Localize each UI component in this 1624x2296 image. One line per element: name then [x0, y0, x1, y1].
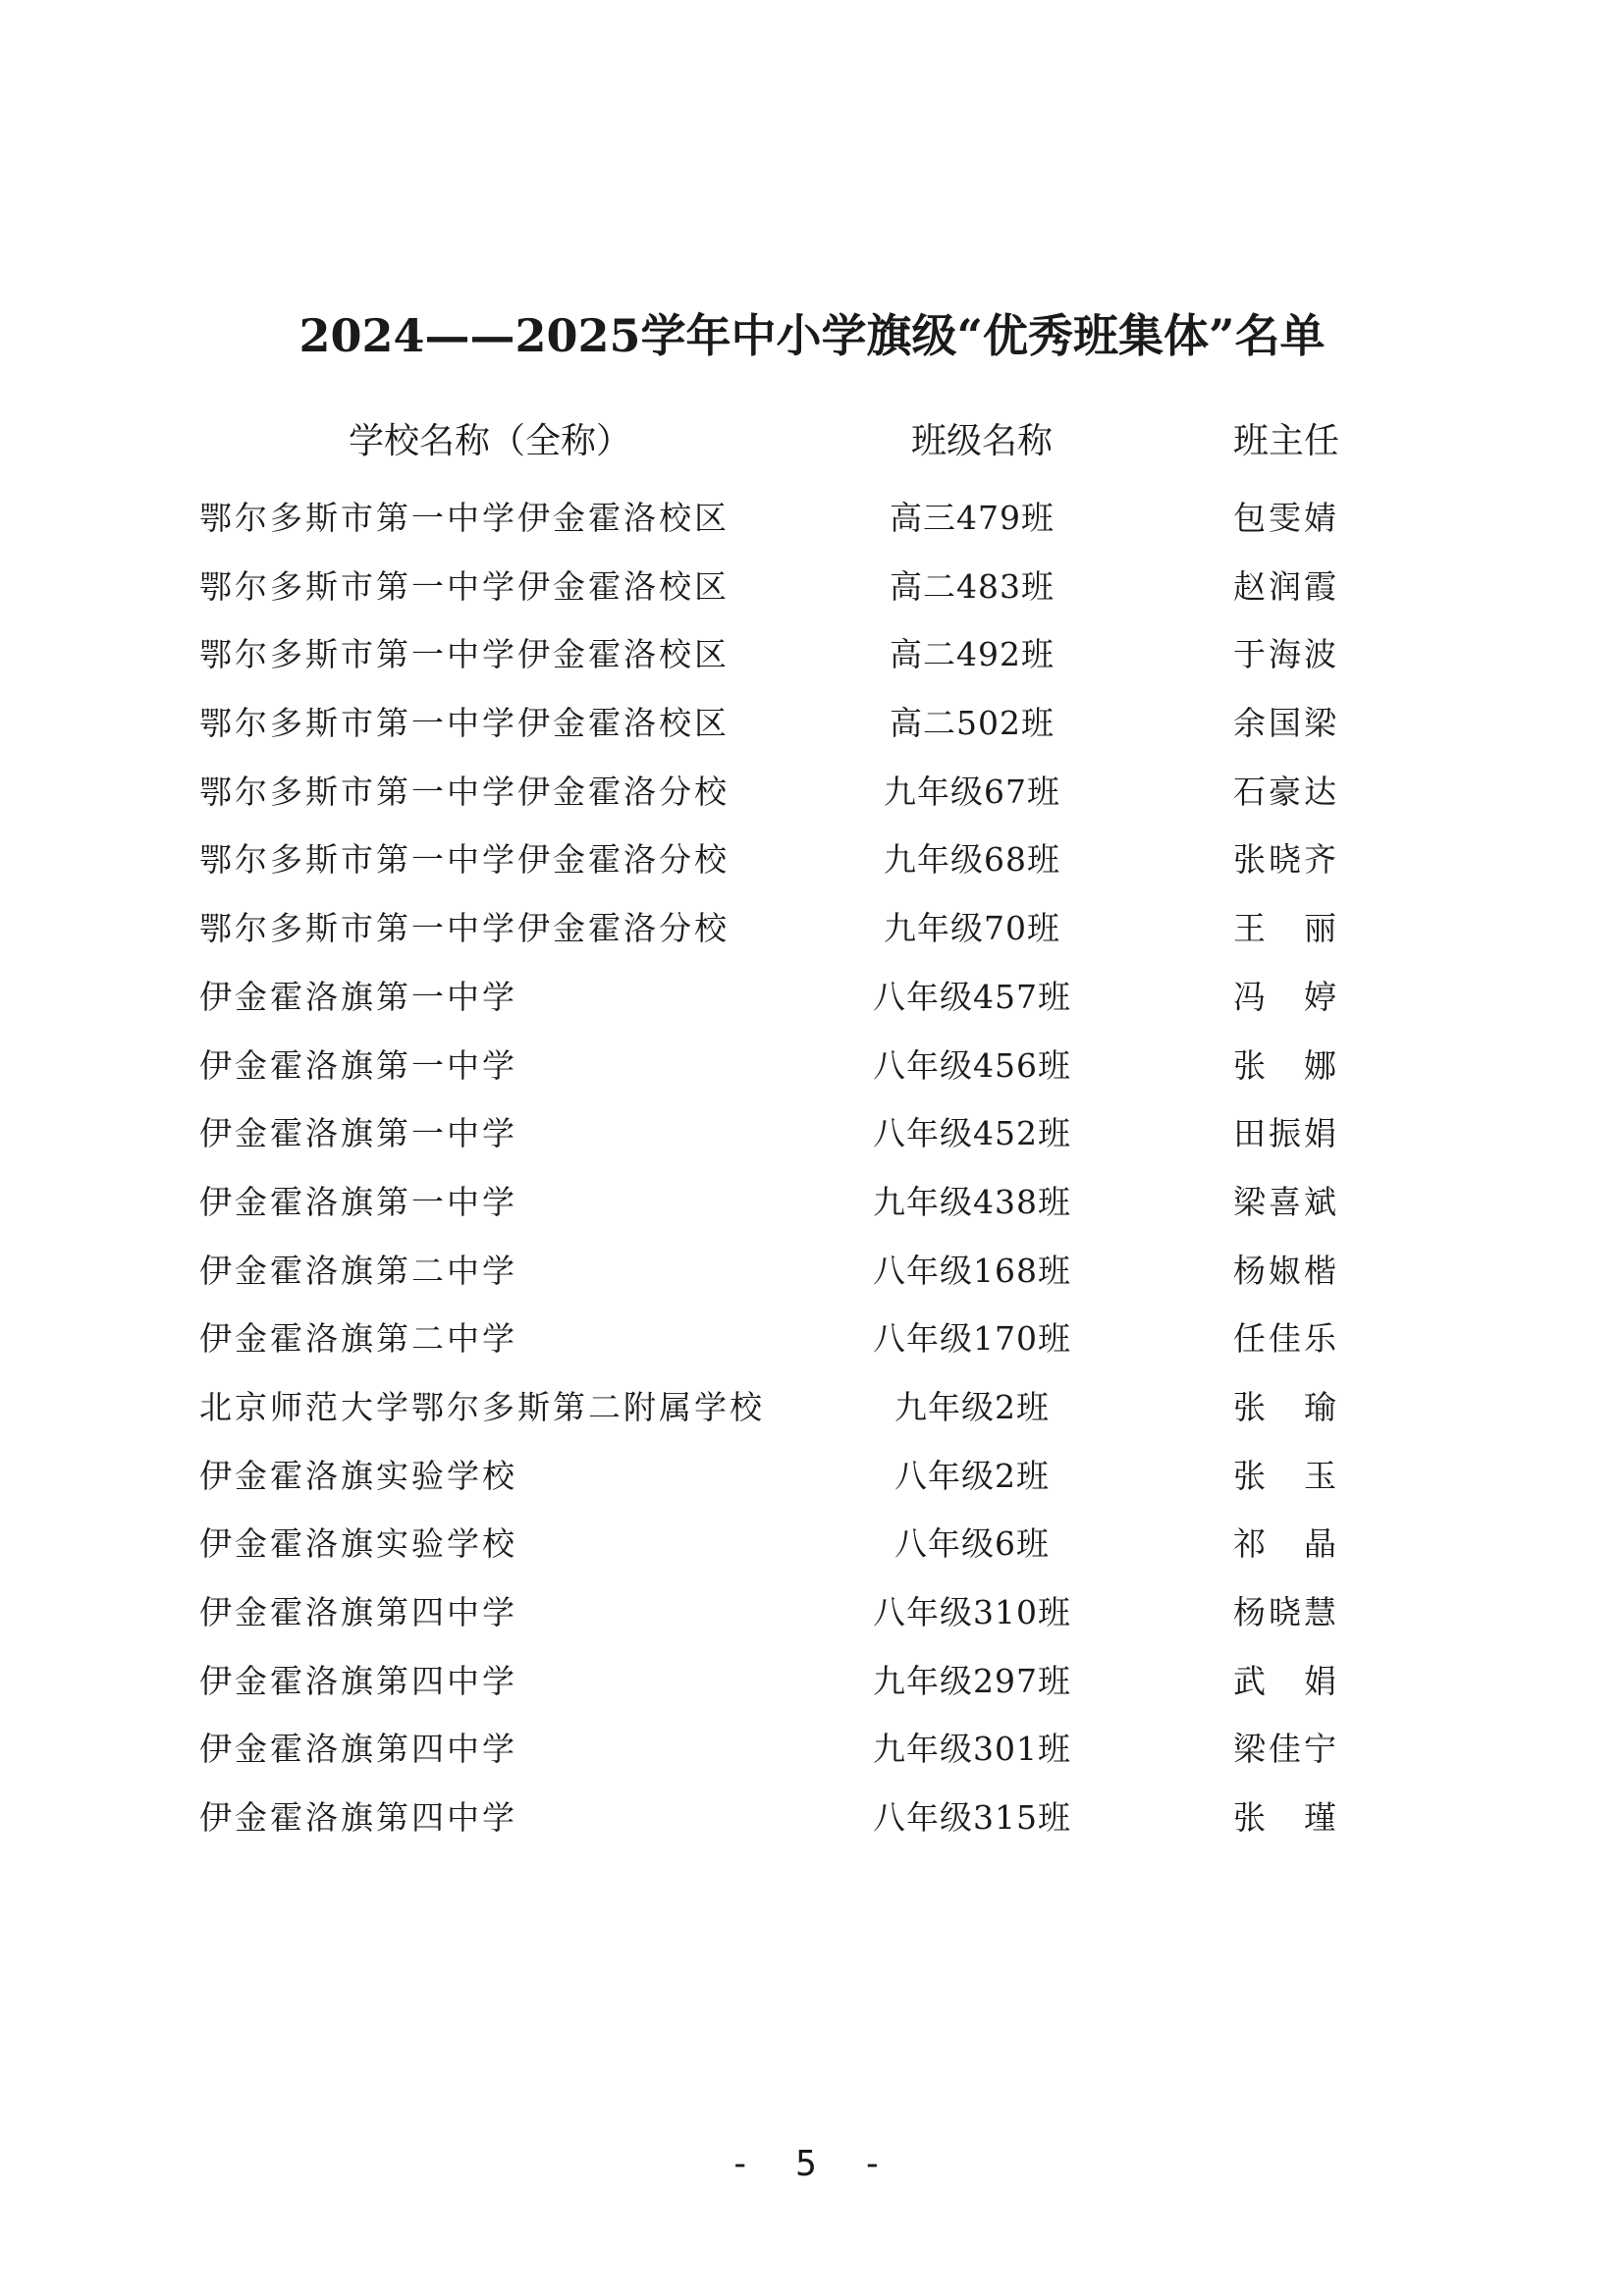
table-row: [0, 1652, 1624, 1721]
teacher-cell: 张 玉: [1233, 1456, 1339, 1495]
class-list-table: [0, 412, 1624, 1838]
header-class: 班级名称: [910, 421, 1053, 461]
class-cell: 高二483班: [890, 566, 1055, 606]
table-row: [0, 625, 1624, 694]
class-cell: 八年级315班: [873, 1798, 1071, 1838]
school-cell: 伊金霍洛旗第四中学: [199, 1661, 517, 1700]
class-cell: 九年级68班: [884, 840, 1060, 880]
class-cell: 八年级456班: [873, 1045, 1071, 1085]
teacher-cell: 杨婌楷: [1233, 1251, 1339, 1290]
teacher-cell: 田振娟: [1233, 1114, 1339, 1153]
table-row: [0, 1037, 1624, 1105]
teacher-cell: 任佳乐: [1233, 1319, 1339, 1359]
table-row: [0, 558, 1624, 626]
school-cell: 伊金霍洛旗第一中学: [199, 977, 517, 1016]
teacher-cell: 张 瑾: [1233, 1798, 1339, 1838]
class-cell: 八年级2班: [894, 1456, 1050, 1495]
class-cell: 八年级310班: [873, 1593, 1071, 1631]
class-cell: 八年级168班: [873, 1251, 1071, 1290]
teacher-cell: 张晓齐: [1233, 840, 1339, 880]
table-row: [0, 1104, 1624, 1173]
teacher-cell: 石豪达: [1233, 772, 1339, 811]
class-cell: 九年级2班: [894, 1387, 1050, 1426]
teacher-cell: 赵润霞: [1233, 566, 1339, 606]
teacher-cell: 梁佳宁: [1233, 1730, 1339, 1769]
class-cell: 八年级6班: [894, 1524, 1050, 1564]
school-cell: 鄂尔多斯市第一中学伊金霍洛校区: [199, 566, 730, 606]
school-cell: 伊金霍洛旗实验学校: [199, 1456, 517, 1495]
table-row: [0, 1378, 1624, 1447]
class-cell: 九年级301班: [873, 1730, 1071, 1769]
class-cell: 八年级170班: [873, 1319, 1071, 1359]
table-row: [0, 1789, 1624, 1857]
school-cell: 北京师范大学鄂尔多斯第二附属学校: [199, 1387, 765, 1426]
school-cell: 伊金霍洛旗第四中学: [199, 1798, 517, 1838]
school-cell: 伊金霍洛旗第一中学: [199, 1182, 517, 1221]
teacher-cell: 余国梁: [1233, 704, 1339, 743]
class-cell: 高三479班: [890, 499, 1055, 537]
header-teacher: 班主任: [1232, 421, 1339, 461]
header-school: 学校名称（全称）: [349, 421, 632, 461]
page-title: 2024——2025学年中小学旗级“优秀班集体”名单: [298, 309, 1326, 362]
table-row: [0, 1447, 1624, 1516]
teacher-cell: 梁喜斌: [1233, 1182, 1339, 1221]
table-row: [0, 830, 1624, 899]
table-row: [0, 968, 1624, 1037]
teacher-cell: 王 丽: [1233, 909, 1339, 948]
school-cell: 鄂尔多斯市第一中学伊金霍洛校区: [199, 635, 730, 674]
school-cell: 伊金霍洛旗第四中学: [199, 1730, 517, 1769]
class-cell: 九年级297班: [873, 1661, 1071, 1700]
school-cell: 鄂尔多斯市第一中学伊金霍洛分校: [199, 840, 730, 880]
teacher-cell: 包雯婧: [1233, 499, 1339, 537]
school-cell: 伊金霍洛旗第二中学: [199, 1319, 517, 1359]
class-cell: 八年级452班: [873, 1114, 1071, 1153]
table-row: [0, 694, 1624, 763]
table-body: [0, 489, 1624, 1857]
table-row: [0, 1242, 1624, 1310]
school-cell: 鄂尔多斯市第一中学伊金霍洛分校: [199, 909, 730, 948]
table-row: [0, 1173, 1624, 1242]
teacher-cell: 冯 婷: [1233, 977, 1339, 1016]
school-cell: 鄂尔多斯市第一中学伊金霍洛分校: [199, 772, 730, 811]
table-row: [0, 489, 1624, 558]
table-row: [0, 1309, 1624, 1378]
teacher-cell: 杨晓慧: [1233, 1593, 1339, 1631]
table-row: [0, 1583, 1624, 1652]
class-cell: 高二502班: [890, 704, 1055, 743]
school-cell: 鄂尔多斯市第一中学伊金霍洛校区: [199, 704, 730, 743]
table-row: [0, 899, 1624, 968]
school-cell: 伊金霍洛旗第一中学: [199, 1114, 517, 1153]
teacher-cell: 张 瑜: [1233, 1387, 1339, 1426]
table-row: [0, 763, 1624, 831]
school-cell: 伊金霍洛旗第二中学: [199, 1251, 517, 1290]
table-row: [0, 1720, 1624, 1789]
school-cell: 伊金霍洛旗第四中学: [199, 1593, 517, 1631]
class-cell: 九年级67班: [884, 772, 1060, 811]
class-cell: 九年级70班: [884, 909, 1060, 948]
school-cell: 鄂尔多斯市第一中学伊金霍洛校区: [199, 499, 730, 537]
class-cell: 高二492班: [890, 635, 1055, 674]
school-cell: 伊金霍洛旗实验学校: [199, 1524, 517, 1564]
class-cell: 八年级457班: [873, 977, 1071, 1016]
page-number: - 5 -: [729, 2144, 895, 2184]
teacher-cell: 武 娟: [1233, 1661, 1339, 1700]
teacher-cell: 于海波: [1233, 635, 1339, 674]
school-cell: 伊金霍洛旗第一中学: [199, 1045, 517, 1085]
table-header-row: [0, 412, 1624, 471]
teacher-cell: 张 娜: [1233, 1045, 1339, 1085]
table-row: [0, 1515, 1624, 1583]
class-cell: 九年级438班: [873, 1182, 1071, 1221]
teacher-cell: 祁 晶: [1233, 1524, 1339, 1564]
